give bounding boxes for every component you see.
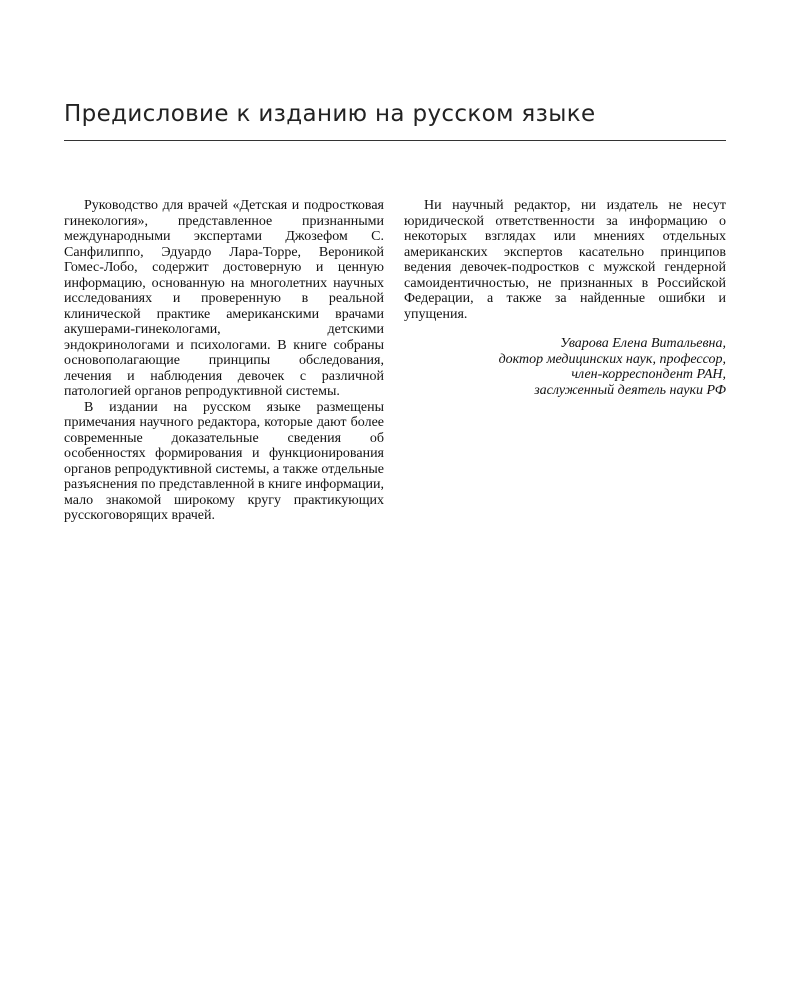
paragraph-2 [64, 400, 384, 524]
paragraph-1: Руководство для врачей «Детская и подростковая гинекология», представленное признанными международными экспертами Джозефом С. Санфилиппо, Эдуардо Лара-Торре, Вероникой Гомес-Лобо, содержит достоверную и ценную информацию, основанную на многолетних научных исследованиях и проверенную в реальной клинической практике американскими врачами акушерами-гинекологами, детскими эндокринологами и психологами. В книге собраны основополагающие принципы обследования, лечения и наблюдения девочек с различной патологией органов репродуктивной системы. [64, 198, 384, 399]
page-title: Предисловие к изданию на русском языке [64, 101, 596, 127]
paragraph-2-text: В издании на русском языке размещены примечания научного редактора, которые дают более современные доказательные сведения об особенностях формирования и функционирования органов репродуктивной системы, а также отдельные разъяснения по представленной в книге информации, мало знакомой широкому кругу практикующих русскоговорящих врачей. [64, 399, 384, 523]
text-column-left [64, 198, 384, 524]
signature-membership: член-корреспондент РАН, [571, 367, 726, 382]
signature-block [404, 336, 726, 398]
paragraph-3: Ни научный редактор, ни издатель не несут юридической ответственности за информацию о некоторых взглядах или мнениях отдельных американских экспертов касательно принципов ведения девочек-подростков с мужской гендерной самоидентичностью, не признанных в Российской Федерации, а также за найденные ошибки и упущения. [404, 198, 726, 322]
signature-name: Уварова Елена Витальевна, [560, 336, 726, 351]
signature-degree: доктор медицинских наук, профессор, [498, 351, 726, 367]
text-column-right [404, 198, 726, 398]
signature-honor: заслуженный деятель науки РФ [534, 382, 726, 398]
title-divider [64, 140, 726, 141]
